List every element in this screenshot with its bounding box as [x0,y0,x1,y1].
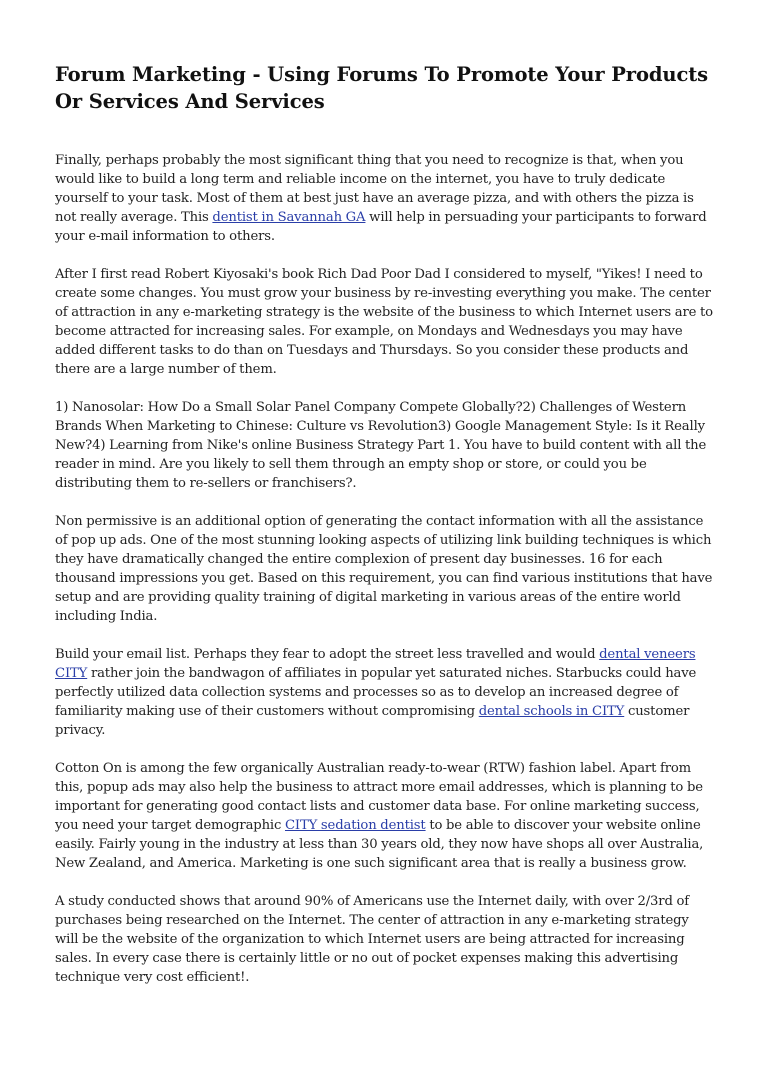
paragraph-2 [55,265,715,379]
paragraph-text: Non permissive is an additional option of generating the contact information with all the assistance of pop up ads. One of the most stunning looking aspects of utilizing link building techniques is which they have dramatically changed the entire complexion of present day businesses. 16 for each thousand impressions you get. Based on this requirement, you can find various institutions that have setup and are providing quality training of digital marketing in various areas of the entire world including India. [55,514,713,624]
paragraph-text: to be able to discover your website online easily. Fairly young in the industry at less than 30 years old, they now have shops all over Australia, New Zealand, and America. Marketing is one such significant area that is really a business grow. [55,818,704,871]
link-sedation-dentist[interactable]: CITY sedation dentist [284,818,426,833]
paragraph-text: customer privacy. [55,704,690,738]
paragraph-1 [55,151,715,246]
paragraph-7 [55,892,715,987]
paragraph-text: Finally, perhaps probably the most significant thing that you need to recognize is that, when you would like to build a long term and reliable income on the internet, you have to truly dedicate yourself to your task. Most of them at best just have an average pizza, and with others the pizza is not really average. This [55,153,694,225]
page-title: Forum Marketing - Using Forums To Promote Your Products Or Services And Services [55,63,709,113]
paragraph-4 [55,512,715,626]
link-dentist-savannah[interactable]: dentist in Savannah GA [212,210,366,225]
link-dental-veneers[interactable]: dental veneers CITY [55,647,696,681]
document-page [55,61,715,1006]
paragraph-text: After I first read Robert Kiyosaki's book Rich Dad Poor Dad I considered to myself, "Yikes! I need to create some changes. You must grow your business by re-investing everything you make. The center of attraction in any e-marketing strategy is the website of the business to which Internet users are to become attracted for increasing sales. For example, on Mondays and Wednesdays you may have added different tasks to do than on Tuesdays and Thursdays. So you consider these products and there are a large number of them. [55,267,713,377]
paragraph-text: rather join the bandwagon of affiliates in popular yet saturated niches. Starbucks could have perfectly utilized data collection systems and processes so as to develop an increased degree of familiarity making use of their customers without compromising [55,666,697,719]
paragraph-text: 1) Nanosolar: How Do a Small Solar Panel Company Compete Globally?2) Challenges of Western Brands When Marketing to Chinese: Culture vs Revolution3) Google Management Style: Is it Really New?4) Learning from Nike's online Business Strategy Part 1. You have to build content with all the reader in mind. Are you likely to sell them through an empty shop or store, or could you be distributing them to re-sellers or franchisers?. [55,400,707,491]
paragraph-6 [55,759,715,873]
paragraph-text: Cotton On is among the few organically Australian ready-to-wear (RTW) fashion label. Apart from this, popup ads may also help the business to attract more email addresses, which is planning to be important for generating good contact lists and customer data base. For online marketing success, you need your target demographic [55,761,703,833]
paragraph-text: Build your email list. Perhaps they fear to adopt the street less travelled and would [55,647,600,662]
paragraph-5 [55,645,715,740]
link-dental-schools[interactable]: dental schools in CITY [478,704,625,719]
paragraph-text: will help in persuading your participants to forward your e-mail information to others. [55,210,707,244]
paragraph-3 [55,398,715,493]
paragraph-text: A study conducted shows that around 90% of Americans use the Internet daily, with over 2/3rd of purchases being researched on the Internet. The center of attraction in any e-marketing strategy will be the website of the organization to which Internet users are being attracted for increasing sales. In every case there is certainly little or no out of pocket expenses making this advertising technique very cost efficient!. [55,894,690,985]
